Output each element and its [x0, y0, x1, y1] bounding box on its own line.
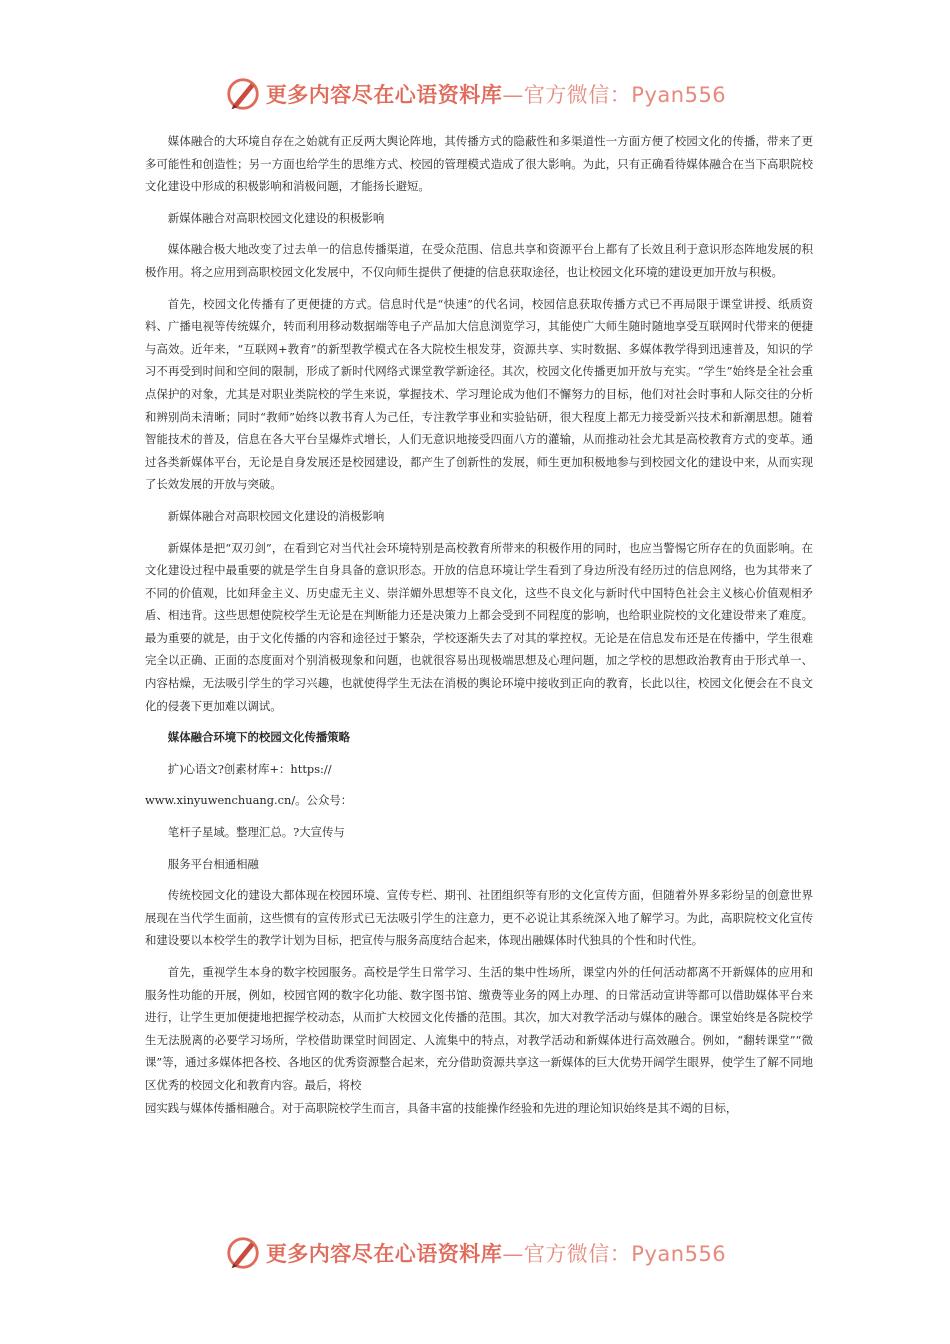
text-line: 扩)心语文?创素材库+：https://	[167, 761, 332, 776]
paragraph: 园实践与媒体传播相融合。对于高职院校学生而言，具备丰富的技能操作经验和先进的理论知识始终是其不竭的目标，	[145, 1100, 738, 1115]
section-heading: 新媒体融合对高职校园文化建设的消极影响	[167, 508, 385, 523]
banner-wechat: —官方微信：Pyan556	[502, 1242, 727, 1266]
paragraph: 首先，重视学生本身的数字校园服务。高校是学生日常学习、生活的集中性场所，课堂内外的任何活动都离不开新媒体的应用和服务性功能的开展，例如，校园官网的数字化功能、数字图书馆、缴费等业务的网上办理、的日常活动宣讲等都可以借助媒体平台来进行，让学生更加便捷地把握学校动态，从而扩大校园文化传播的范围。其次，加大对教学活动与媒体的融合。课堂始终是各院校学生无法脱离的必要学习场所，学校借助课堂时间固定、人流集中的特点，对教学活动和新媒体进行高效融合。例如，“翻转课堂”“微课”等，通过多媒体把各校、各地区的优秀资源整合起来，充分借助资源共享这一新媒体的巨大优势开阔学生眼界，使学生了解不同地区优秀的校园文化和教育内容。最后，将校	[145, 965, 813, 1092]
section-heading: 媒体融合环境下的校园文化传播策略	[167, 730, 351, 745]
header-banner	[0, 72, 950, 116]
banner-text	[266, 1238, 726, 1268]
paragraph: 首先，校园文化传播有了更便捷的方式。信息时代是“快速”的代名词，校园信息获取传播方式已不再局限于课堂讲授、纸质资料、广播电视等传统媒介，转而利用移动数据端等电子产品加大信息浏览学习，其能使广大师生随时随地享受互联网时代带来的便捷与高效。近年来，“互联网+教育”的新型教学模式在各大院校生根发芽，资源共享、实时数据、多媒体教学得到迅速普及，知识的学习不再受到时间和空间的限制，形成了新时代网络式课堂教学新途径。其次，校园文化传播更加开放与充实。“学生”始终是全社会重点保护的对象，尤其是对职业类院校的学生来说，掌握技术、学习理论成为他们不懈努力的目标，他们对社会时事和人际交往的分析和辨别尚未清晰；同时“教师”始终以教书育人为己任，专注教学事业和实验钻研，很大程度上都无力接受新兴技术和新潮思想。随着智能技术的普及，信息在各大平台呈爆炸式增长，人们无意识地接受四面八方的灌输，从而推动社会尤其是高校教育方式的变革。通过各类新媒体平台，无论是自身发展还是校园建设，都产生了创新性的发展，师生更加积极地参与到校园文化的建设中来，从而实现了长效发展的开放与突破。	[145, 296, 813, 492]
text-line: 笔杆子星域。整理汇总。?大宣传与	[167, 825, 345, 840]
footer-banner	[0, 1231, 950, 1275]
document-body	[145, 130, 813, 1128]
banner-title: 更多内容尽在心语资料库	[265, 1242, 503, 1266]
paragraph: 新媒体是把“双刃剑”，在看到它对当代社会环境特别是高校教育所带来的积极作用的同时，也应当警惕它所存在的负面影响。在文化建设过程中最重要的就是学生自身具备的意识形态。开放的信息环境让学生看到了身边所没有经历过的信息网络，也为其带来了不同的价值观，比如拜金主义、历史虚无主义、崇洋媚外思想等不良文化，这些不良文化与新时代中国特色社会主义核心价值观相矛盾、相违背。这些思想使院校学生无论是在判断能力还是决策力上都会受到不同程度的影响，也给职业院校的文化建设带来了难度。最为重要的就是，由于文化传播的内容和途径过于繁杂，学校逐渐失去了对其的掌控权。无论是在信息发布还是在传播中，学生很难完全以正确、正面的态度面对个别消极现象和问题，也就很容易出现极端思想及心理问题，加之学校的思想政治教育由于形式单一、内容枯燥，无法吸引学生的学习兴趣，也就使得学生无法在消极的舆论环境中接收到正向的教育，长此以往，校园文化便会在不良文化的侵袭下更加难以调试。	[145, 540, 813, 713]
banner-text	[266, 79, 726, 109]
paragraph: 传统校园文化的建设大都体现在校园环境、宣传专栏、期刊、社团组织等有形的文化宣传方面，但随着外界多彩纷呈的创意世界展现在当代学生面前，这些惯有的宣传形式已无法吸引学生的注意力，更不必说让其系统深入地了解学习。为此，高职院校文化宣传和建设要以本校学生的教学计划为目标，把宣传与服务高度结合起来，体现出融媒体时代独具的个性和时代性。	[145, 888, 813, 948]
banner-wechat: —官方微信：Pyan556	[502, 83, 727, 107]
text-line: www.xinyuwenchuang.cn/。公众号：	[145, 793, 353, 808]
pen-logo-icon	[224, 75, 262, 113]
banner-title: 更多内容尽在心语资料库	[265, 83, 503, 107]
text-line: 服务平台相通相融	[167, 856, 259, 871]
pen-logo-icon	[224, 1234, 262, 1272]
section-heading: 新媒体融合对高职校园文化建设的积极影响	[167, 210, 385, 225]
paragraph: 媒体融合的大环境自存在之始就有正反两大舆论阵地，其传播方式的隐蔽性和多渠道性一方面方便了校园文化的传播，带来了更多可能性和创造性；另一方面也给学生的思维方式、校园的管理模式造成了很大影响。为此，只有正确看待媒体融合在当下高职院校文化建设中形成的积极影响和消极问题，才能扬长避短。	[145, 134, 813, 194]
paragraph: 媒体融合极大地改变了过去单一的信息传播渠道，在受众范围、信息共享和资源平台上都有了长效且利于意识形态阵地发展的积极作用。将之应用到高职校园文化发展中，不仅向师生提供了便捷的信息获取途径，也让校园文化环境的建设更加开放与积极。	[145, 242, 813, 279]
